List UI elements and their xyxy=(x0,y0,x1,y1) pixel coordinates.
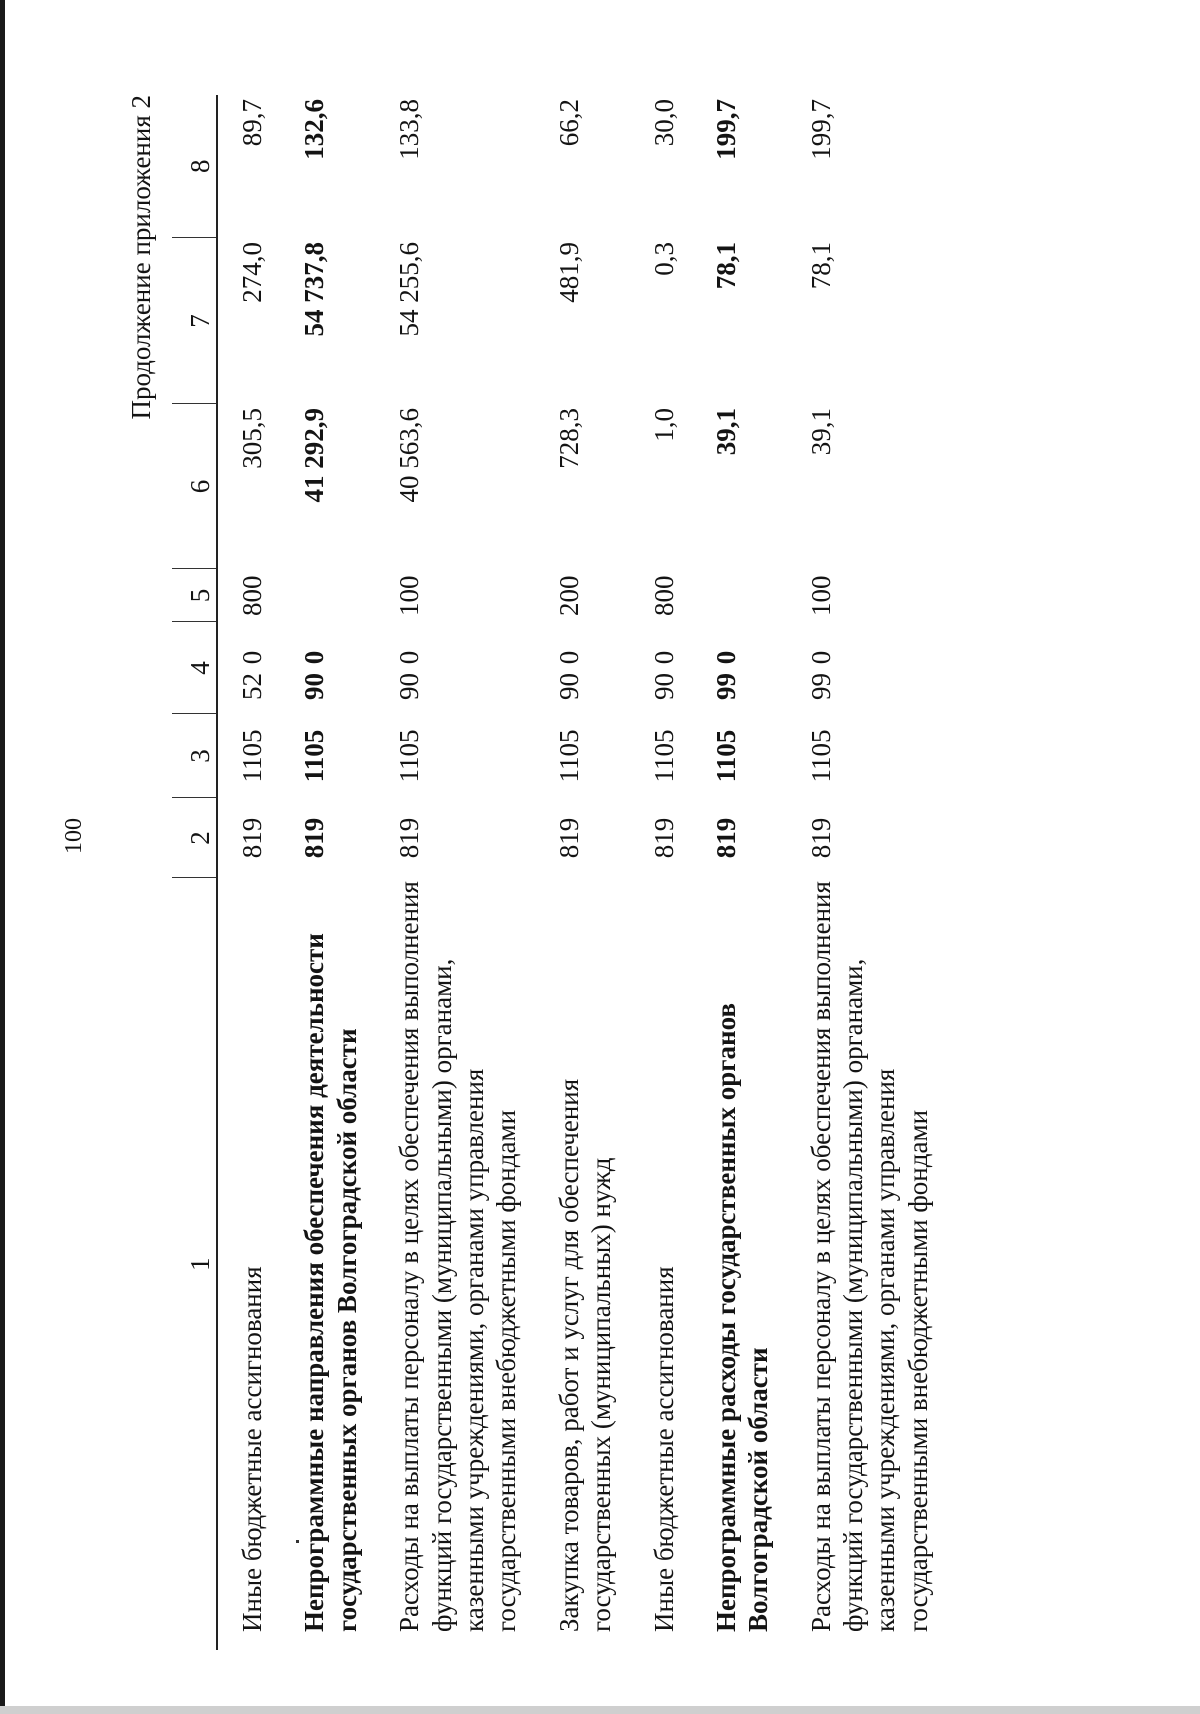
cell-value-6: 39,1 xyxy=(805,408,836,456)
cell-section-code: 1105 xyxy=(648,729,679,783)
column-header: 3 xyxy=(172,714,217,798)
row-name: Иные бюджетные ассигнования xyxy=(648,1266,679,1632)
column-header: 1 xyxy=(172,878,217,1650)
cell-program-code: 90 0 xyxy=(648,650,679,700)
cell-section-code: 1105 xyxy=(553,729,584,783)
row-name: Расходы на выплаты персоналу в целях обеспечения выполнения функций государственными (муниципальными) органами, казенными учреждениями, органами управления государственными внебюджетными фондами xyxy=(805,881,933,1632)
row-name: Непрограммные направления обеспечения деятельности государственных органов Волгоградской области xyxy=(299,933,362,1632)
cell-section-code: 1105 xyxy=(805,729,836,783)
cell-program-code: 90 0 xyxy=(553,650,584,700)
column-header: 7 xyxy=(172,238,217,404)
cell-value-6: 728,3 xyxy=(553,408,584,469)
cell-value-6: 305,5 xyxy=(237,408,267,469)
row-name: Непрограммные расходы государственных органов Волгоградской области xyxy=(710,1002,774,1632)
budget-table xyxy=(172,95,934,1650)
cell-value-6: 40 563,6 xyxy=(394,408,425,503)
column-header: 6 xyxy=(172,404,217,569)
cell-value-8: 199,7 xyxy=(805,99,836,160)
appendix-continuation-note: Продолжение приложения 2 xyxy=(126,95,156,420)
row-name: Расходы на выплаты персоналу в целях обеспечения выполнения функций государственными (муниципальными) органами, казенными учреждениями, органами управления государственными внебюджетными фондами xyxy=(394,881,522,1632)
cell-value-7: 54 737,8 xyxy=(299,242,330,337)
cell-expense-type: 800 xyxy=(648,575,679,616)
cell-program-code: 99 0 xyxy=(805,650,836,700)
column-header: 2 xyxy=(172,798,217,878)
table-row xyxy=(775,95,935,1650)
cell-program-code: 99 0 xyxy=(710,650,741,700)
cell-value-8: 89,7 xyxy=(237,99,267,147)
cell-value-6: 39,1 xyxy=(710,408,741,456)
cell-expense-type: 800 xyxy=(237,575,267,616)
cell-expense-type: 100 xyxy=(394,575,425,616)
cell-value-8: 133,8 xyxy=(394,99,425,160)
table-row xyxy=(268,95,363,1650)
cell-section-code: 1105 xyxy=(237,729,267,783)
cell-expense-type xyxy=(680,569,775,622)
cell-value-6: 1,0 xyxy=(648,408,679,442)
cell-admin-code: 819 xyxy=(299,817,330,859)
cell-expense-type xyxy=(268,569,363,622)
cell-program-code: 52 0 xyxy=(237,650,267,700)
cell-program-code: 90 0 xyxy=(394,650,425,700)
cell-value-6: 41 292,9 xyxy=(299,408,330,503)
cell-value-7: 54 255,6 xyxy=(394,242,425,337)
column-header: 8 xyxy=(172,95,217,238)
cell-expense-type: 200 xyxy=(553,575,584,616)
cell-admin-code: 819 xyxy=(553,817,584,859)
cell-admin-code: 819 xyxy=(648,817,679,859)
table-row xyxy=(363,95,523,1650)
cell-admin-code: 819 xyxy=(710,817,741,859)
column-header: 5 xyxy=(172,569,217,622)
cell-value-8: 199,7 xyxy=(710,99,741,160)
row-name: Закупка товаров, работ и услуг для обеспечения государственных (муниципальных) нужд xyxy=(553,1078,617,1632)
table-row xyxy=(618,95,680,1650)
row-name: Иные бюджетные ассигнования xyxy=(237,1266,267,1632)
table-row xyxy=(217,95,268,1650)
cell-section-code: 1105 xyxy=(710,729,741,783)
cell-value-7: 274,0 xyxy=(237,242,267,303)
table-header-row xyxy=(172,95,217,1650)
cell-value-8: 30,0 xyxy=(648,99,679,147)
cell-admin-code: 819 xyxy=(394,817,425,859)
cell-section-code: 1105 xyxy=(394,729,425,783)
cell-value-7: 78,1 xyxy=(710,242,741,290)
cell-admin-code: 819 xyxy=(805,817,836,859)
cell-expense-type: 100 xyxy=(805,575,836,616)
scan-bottom-edge xyxy=(0,1706,1200,1714)
rotated-sheet xyxy=(90,30,990,1650)
cell-value-7: 78,1 xyxy=(805,242,836,290)
cell-value-8: 66,2 xyxy=(553,99,584,147)
column-header: 4 xyxy=(172,622,217,714)
scan-left-edge xyxy=(0,0,5,1714)
cell-program-code: 90 0 xyxy=(299,650,330,700)
cell-section-code: 1105 xyxy=(299,729,330,783)
cell-value-7: 0,3 xyxy=(648,242,679,276)
cell-value-7: 481,9 xyxy=(553,242,584,303)
table-row xyxy=(523,95,618,1650)
table-row xyxy=(680,95,775,1650)
page-number: 100 xyxy=(61,818,87,854)
cell-value-8: 132,6 xyxy=(299,99,330,160)
cell-admin-code: 819 xyxy=(237,817,267,859)
